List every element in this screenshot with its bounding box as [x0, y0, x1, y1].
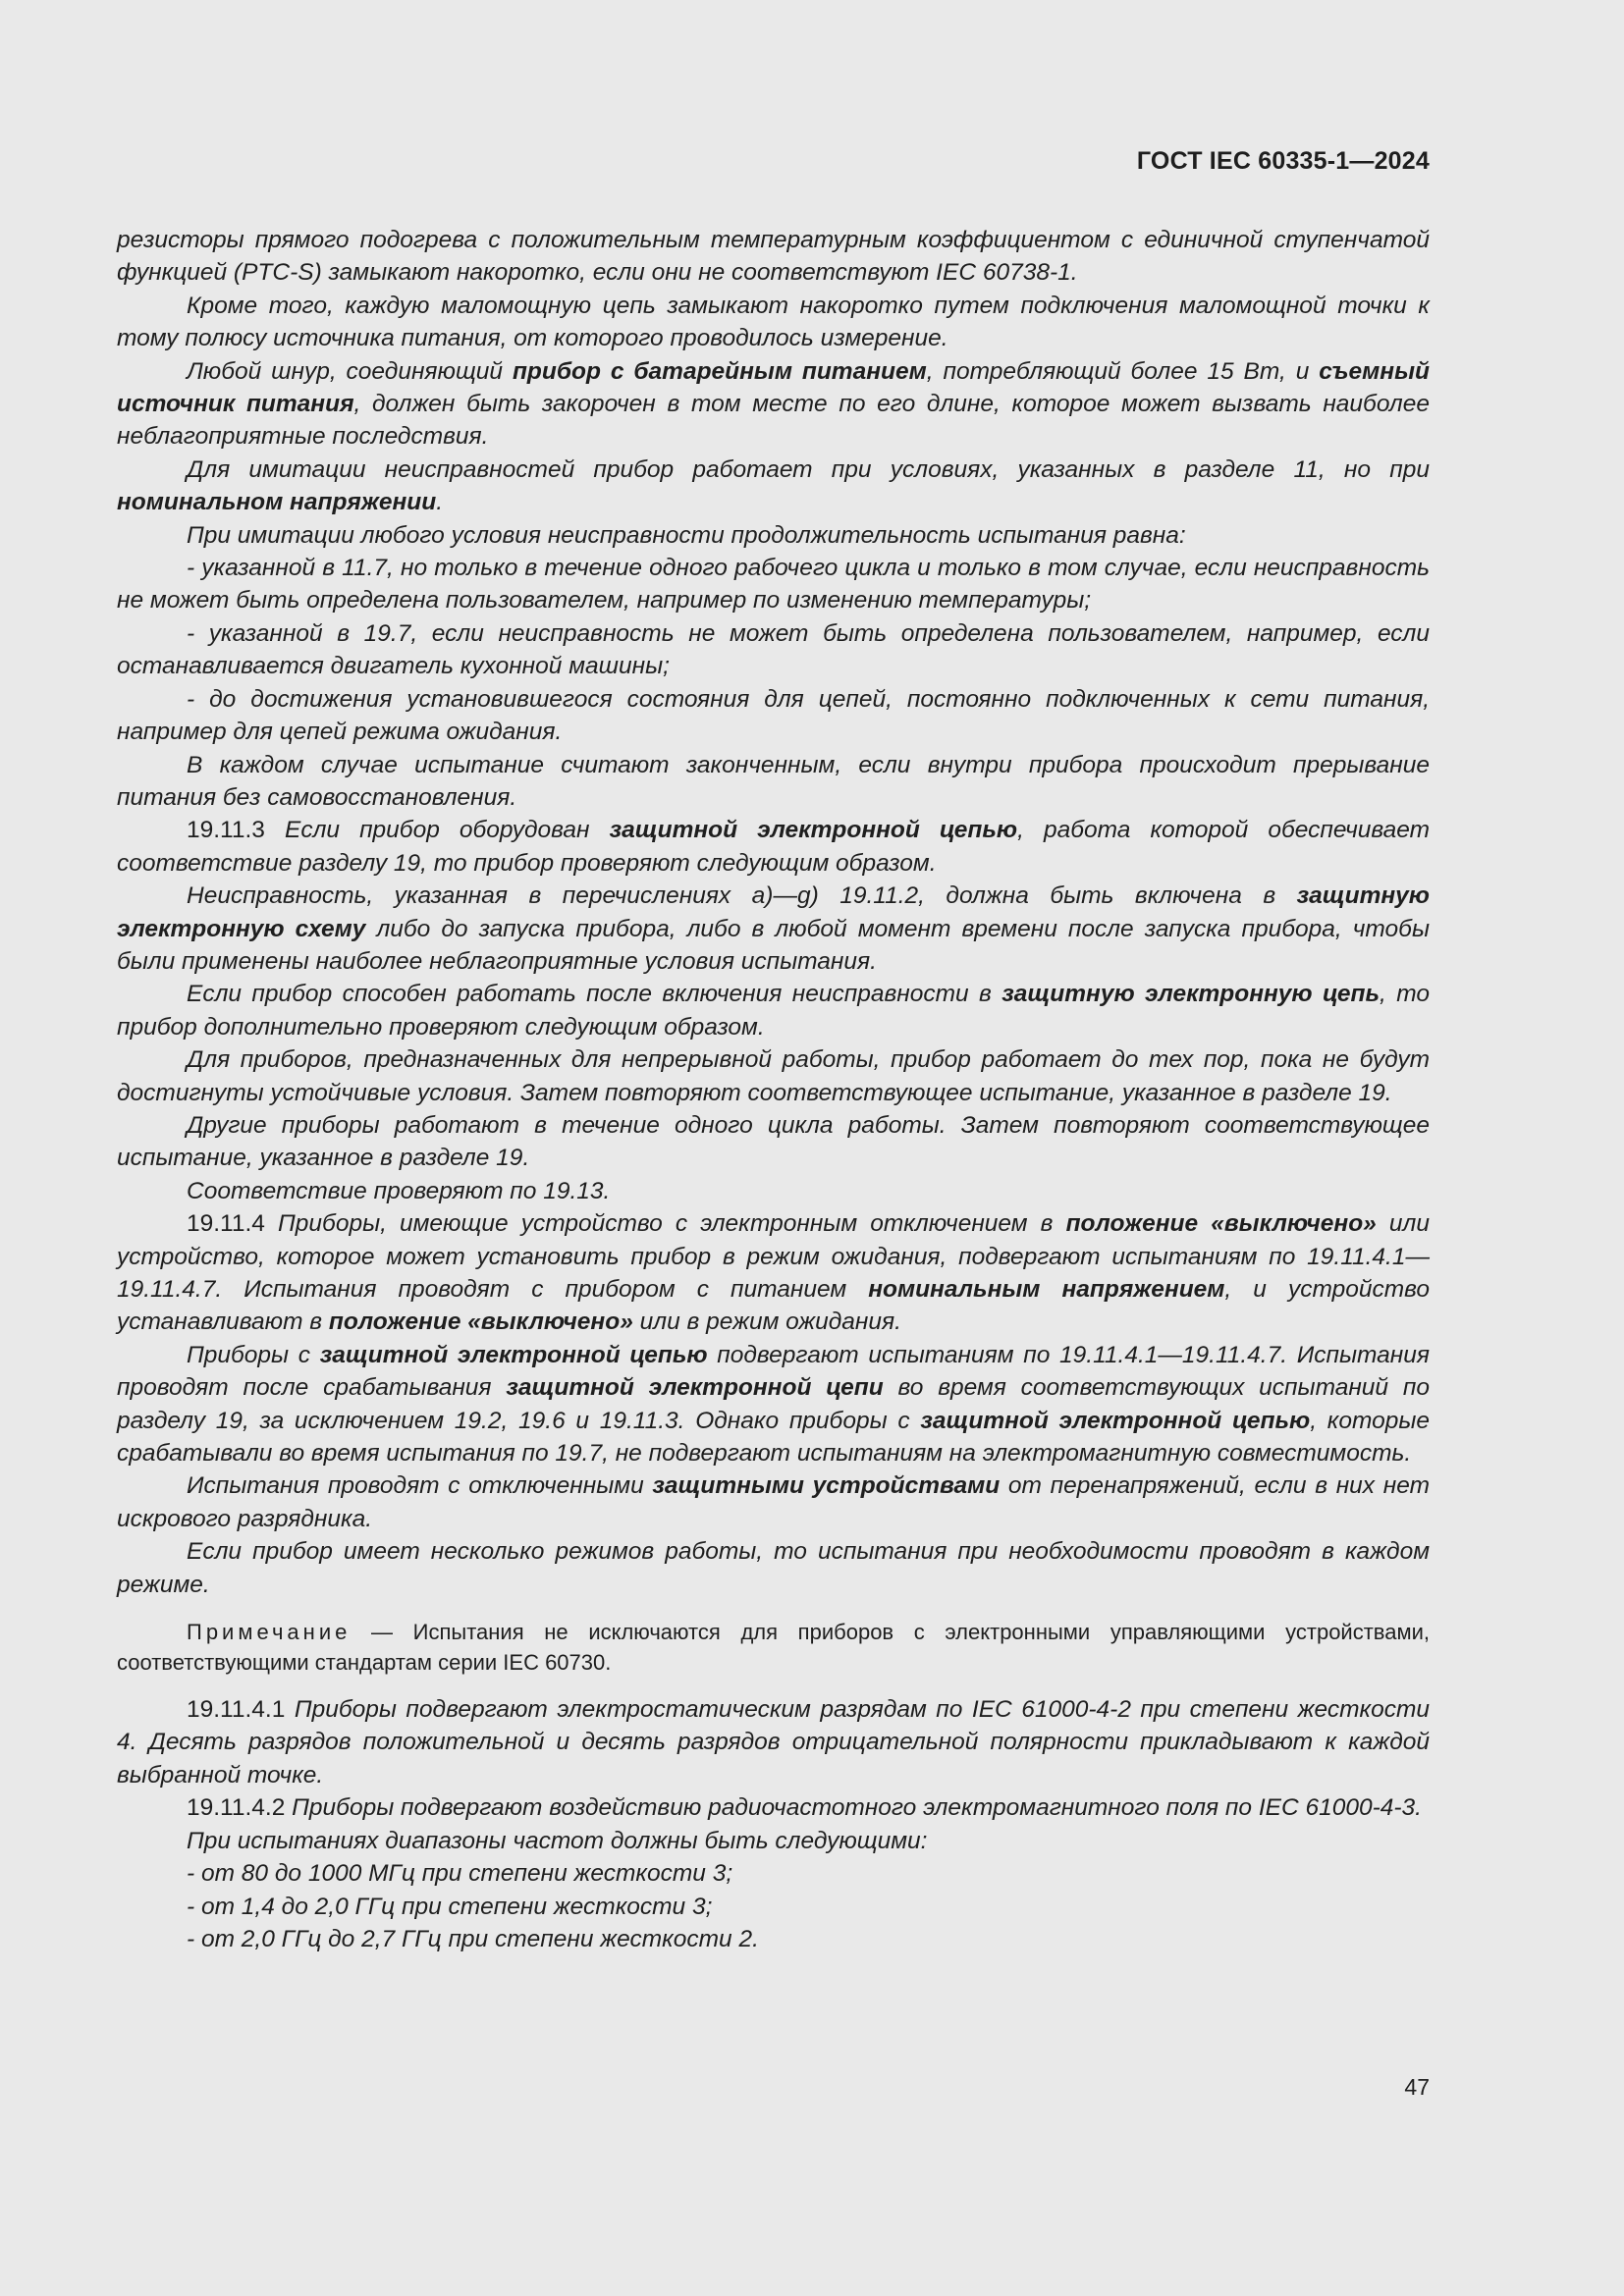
text-run: Приборы с: [187, 1341, 320, 1368]
bold-term: номинальным напряжением: [868, 1276, 1225, 1303]
body-paragraph: [117, 880, 1430, 978]
text-run: При имитации любого условия неисправности продолжительность испытания равна:: [187, 521, 1186, 549]
body-paragraph: [117, 224, 1430, 290]
body-paragraph: [117, 355, 1430, 454]
body-paragraph: [117, 814, 1430, 880]
text-run: Неисправность, указанная в перечислениях а)—g) 19.11.2, должна быть включена в: [187, 882, 1297, 910]
text-run: - указанной в 19.7, если неисправность не может быть определена пользователем, например, если останавливается двигатель кухонной машины;: [117, 619, 1430, 680]
text-run: подвергают испытаниям по 19.11.4.1—19.11.4.7. Испытания проводят после срабатывания: [117, 1341, 1430, 1402]
bold-term: съемный источник питания: [117, 357, 1430, 418]
body-paragraph: [117, 1857, 1430, 1890]
bold-term: защитную электронную цепь: [1001, 981, 1380, 1008]
text-run: , которые срабатывали во время испытания по 19.7, не подвергают испытаниям на электромагнитную совместимость.: [117, 1407, 1430, 1468]
text-run: , и устройство устанавливают в: [117, 1276, 1430, 1336]
text-run: Соответствие проверяют по 19.13.: [187, 1177, 611, 1204]
body-paragraph: [117, 1825, 1430, 1857]
bold-term: прибор с батарейным питанием: [512, 357, 927, 385]
text-run: , должен быть закорочен в том месте по его длине, которое может вызвать наиболее неблагоприятные последствия.: [117, 391, 1430, 451]
text-run: или в режим ожидания.: [632, 1308, 901, 1336]
body-paragraph: [117, 1923, 1430, 1955]
body-paragraph: [117, 290, 1430, 355]
text-run: - до достижения установившегося состояния для цепей, постоянно подключенных к сети питания, например для цепей режима ожидания.: [117, 685, 1430, 746]
clause-number: 19.11.4.1: [187, 1696, 295, 1724]
text-run: либо до запуска прибора, либо в любой момент времени после запуска прибора, чтобы были применены наиболее неблагоприятные условия испытания.: [117, 915, 1430, 975]
text-run: Для приборов, предназначенных для непрерывной работы, прибор работает до тех пор, пока не будут достигнуты устойчивые условия. Затем повторяют соответствующее испытание, указанное в разделе 19.: [117, 1046, 1430, 1106]
text-run: или устройство, которое может установить прибор в режим ожидания, подвергают испытаниям по 19.11.4.1—19.11.4.7. Испытания проводят с прибором с питанием: [117, 1210, 1430, 1303]
body-paragraph: [117, 683, 1430, 749]
text-run: Приборы, имеющие устройство с электронным отключением в: [278, 1210, 1066, 1238]
clause-number: 19.11.4: [187, 1210, 279, 1238]
body-paragraph: [117, 1043, 1430, 1109]
text-run: - от 2,0 ГГц до 2,7 ГГц при степени жесткости 2.: [187, 1925, 759, 1952]
text-run: Приборы подвергают электростатическим разрядам по IEC 61000-4-2 при степени жесткости 4. Десять разрядов положительной и десять разрядов отрицательной полярности прикладывают к каждой выбранной точке.: [117, 1696, 1430, 1789]
text-run: - от 1,4 до 2,0 ГГц при степени жесткости 3;: [187, 1893, 713, 1920]
bold-term: положение «выключено»: [1065, 1210, 1377, 1238]
body-paragraph: [117, 1693, 1430, 1791]
text-run: Любой шнур, соединяющий: [187, 357, 513, 385]
text-run: Примечание: [187, 1620, 352, 1645]
text-run: резисторы прямого подогрева с положительным температурным коэффициентом с единичной ступенчатой функцией (PTC-S) замыкают накоротко, если они не соответствуют IEC 60738-1.: [117, 227, 1430, 287]
document-body: [117, 224, 1430, 1955]
clause-number: 19.11.3: [187, 817, 285, 844]
text-run: Приборы подвергают воздействию радиочастотного электромагнитного поля по IEC 61000-4-3.: [292, 1794, 1422, 1822]
text-run: Если прибор способен работать после включения неисправности в: [187, 981, 1002, 1008]
body-paragraph: [117, 1791, 1430, 1824]
body-paragraph: [117, 1469, 1430, 1535]
body-paragraph: [117, 1535, 1430, 1601]
text-run: во время соответствующих испытаний по разделу 19, за исключением 19.2, 19.6 и 19.11.3. Однако приборы с: [117, 1374, 1430, 1434]
bold-term: положение «выключено»: [328, 1308, 633, 1336]
body-paragraph: [117, 1891, 1430, 1923]
text-run: В каждом случае испытание считают законченным, если внутри прибора происходит прерывание питания без самовосстановления.: [117, 751, 1430, 811]
bold-term: защитной электронной цепи: [506, 1374, 884, 1402]
body-paragraph: [117, 749, 1430, 815]
bold-term: защитной электронной цепью: [609, 817, 1018, 844]
document-header: ГОСТ IEC 60335-1—2024: [1136, 147, 1430, 175]
text-run: Если прибор оборудован: [284, 817, 610, 844]
bold-term: защитной электронной цепью: [920, 1407, 1311, 1434]
text-run: Если прибор имеет несколько режимов работы, то испытания при необходимости проводят в каждом режиме.: [117, 1538, 1430, 1598]
text-run: .: [436, 489, 444, 516]
body-paragraph: [117, 1207, 1430, 1339]
note-paragraph: [117, 1617, 1430, 1678]
text-run: Испытания проводят с отключенными: [187, 1472, 653, 1500]
page-number: 47: [1404, 2074, 1430, 2100]
text-run: При испытаниях диапазоны частот должны быть следующими:: [187, 1827, 928, 1854]
text-run: от перенапряжений, если в них нет искрового разрядника.: [117, 1472, 1430, 1532]
text-run: , работа которой обеспечивает соответствие разделу 19, то прибор проверяют следующим образом.: [117, 817, 1431, 877]
bold-term: защитную электронную схему: [117, 882, 1430, 942]
text-run: Кроме того, каждую маломощную цепь замыкают накоротко путем подключения маломощной точки к тому полюсу источника питания, от которого проводилось измерение.: [117, 292, 1430, 352]
text-run: - от 80 до 1000 МГц при степени жесткости 3;: [187, 1860, 733, 1888]
bold-term: защитной электронной цепью: [319, 1341, 708, 1368]
body-paragraph: [117, 552, 1430, 617]
body-paragraph: [117, 617, 1430, 683]
text-run: , то прибор дополнительно проверяют следующим образом.: [117, 981, 1431, 1041]
text-run: Для имитации неисправностей прибор работает при условиях, указанных в разделе 11, но при: [187, 455, 1430, 483]
body-paragraph: [117, 1175, 1430, 1207]
text-run: Другие приборы работают в течение одного цикла работы. Затем повторяют соответствующее испытание, указанное в разделе 19.: [117, 1111, 1430, 1172]
text-run: - указанной в 11.7, но только в течение одного рабочего цикла и только в том случае, если неисправность не может быть определена пользователем, например по изменению температуры;: [117, 555, 1430, 614]
text-run: — Испытания не исключаются для приборов с электронными управляющими устройствами, соответствующими стандартам серии IEC 60730.: [117, 1620, 1430, 1676]
clause-number: 19.11.4.2: [187, 1794, 293, 1822]
body-paragraph: [117, 1109, 1430, 1175]
bold-term: защитными устройствами: [652, 1472, 1001, 1500]
body-paragraph: [117, 454, 1430, 519]
body-paragraph: [117, 978, 1430, 1043]
text-run: , потребляющий более 15 Вт, и: [926, 357, 1320, 385]
bold-term: номинальном напряжении: [117, 489, 437, 516]
body-paragraph: [117, 519, 1430, 552]
body-paragraph: [117, 1339, 1430, 1470]
